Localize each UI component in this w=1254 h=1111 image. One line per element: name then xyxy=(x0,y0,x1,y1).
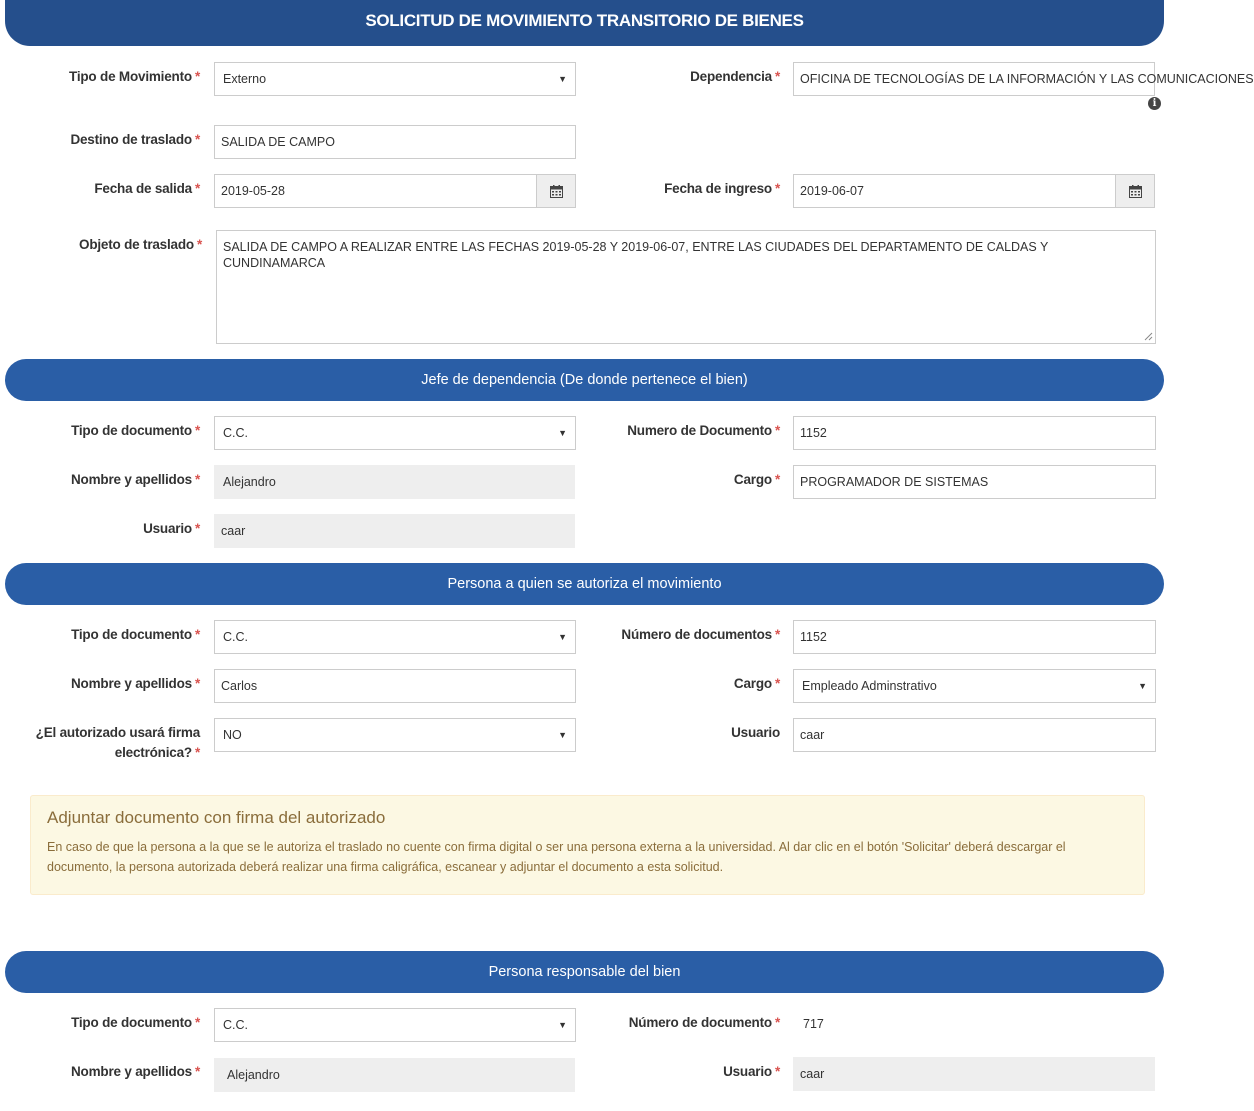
autorizado-firma-select[interactable]: NO ▼ xyxy=(214,718,576,752)
fecha-ingreso-calendar-button[interactable] xyxy=(1115,174,1155,208)
jefe-usuario-field: caar xyxy=(214,514,575,548)
section-persona-responsable: Persona responsable del bien xyxy=(5,951,1164,993)
responsable-nombre-label: Nombre y apellidos * xyxy=(71,1064,200,1079)
chevron-down-icon: ▼ xyxy=(558,632,567,642)
alert-text: En caso de que la persona a la que se le autoriza el traslado no cuente con firma digital o ser una persona externa a la universidad. Al dar clic en el botón 'Solicitar' deberá descargar el documento, la persona autorizada deberá realizar una firma caligráfica, escanear y adjuntar el documento a esta solicitud. xyxy=(47,840,1066,874)
responsable-numero-documento-field: 717 xyxy=(793,1007,1156,1041)
calendar-icon xyxy=(550,185,563,198)
page-title: SOLICITUD DE MOVIMIENTO TRANSITORIO DE BIENES xyxy=(365,11,804,30)
fecha-ingreso-label: Fecha de ingreso * xyxy=(664,181,780,196)
calendar-icon xyxy=(1129,185,1142,198)
section-jefe-dependencia: Jefe de dependencia (De donde pertenece el bien) xyxy=(5,359,1164,401)
alert-title: Adjuntar documento con firma del autorizado xyxy=(47,808,386,827)
page-title-banner xyxy=(5,0,1164,46)
jefe-numero-documento-input[interactable]: 1152 xyxy=(793,416,1156,450)
destino-traslado-input[interactable]: SALIDA DE CAMPO xyxy=(214,125,576,159)
objeto-traslado-label: Objeto de traslado * xyxy=(79,237,202,252)
jefe-nombre-label: Nombre y apellidos * xyxy=(71,472,200,487)
chevron-down-icon: ▼ xyxy=(558,74,567,84)
jefe-nombre-field: Alejandro xyxy=(214,465,575,499)
objeto-traslado-textarea[interactable]: SALIDA DE CAMPO A REALIZAR ENTRE LAS FECHAS 2019-05-28 Y 2019-06-07, ENTRE LAS CIUDADES DEL DEPARTAMENTO DE CALDAS Y CUNDINAMARCA xyxy=(216,230,1156,344)
responsable-nombre-field: Alejandro xyxy=(214,1058,575,1092)
dependencia-label: Dependencia * xyxy=(690,69,780,84)
resize-handle-icon[interactable] xyxy=(1144,332,1153,341)
fecha-salida-input[interactable]: 2019-05-28 xyxy=(214,174,538,208)
responsable-usuario-field: caar xyxy=(793,1057,1155,1091)
autorizado-cargo-label: Cargo * xyxy=(733,676,780,691)
fecha-salida-label: Fecha de salida * xyxy=(94,181,200,196)
dependencia-field[interactable]: OFICINA DE TECNOLOGÍAS DE LA INFORMACIÓN Y LAS COMUNICACIONES xyxy=(793,62,1155,96)
autorizado-tipo-documento-label: Tipo de documento * xyxy=(71,627,200,642)
chevron-down-icon: ▼ xyxy=(1138,681,1147,691)
autorizado-usuario-label: Usuario xyxy=(731,725,780,740)
jefe-usuario-label: Usuario * xyxy=(143,521,200,536)
autorizado-tipo-documento-select[interactable]: C.C. ▼ xyxy=(214,620,576,654)
firma-alert xyxy=(30,795,1145,895)
jefe-cargo-label: Cargo * xyxy=(733,472,780,487)
jefe-cargo-input[interactable]: PROGRAMADOR DE SISTEMAS xyxy=(793,465,1156,499)
fecha-salida-calendar-button[interactable] xyxy=(536,174,576,208)
autorizado-nombre-input[interactable]: Carlos xyxy=(214,669,576,703)
section-persona-autorizada: Persona a quien se autoriza el movimiento xyxy=(5,563,1164,605)
responsable-usuario-label: Usuario * xyxy=(723,1064,780,1079)
autorizado-numero-documento-input[interactable]: 1152 xyxy=(793,620,1156,654)
autorizado-firma-label: ¿El autorizado usará firma electrónica? * xyxy=(35,725,200,760)
tipo-movimiento-select[interactable]: Externo ▼ xyxy=(214,62,576,96)
fecha-ingreso-input[interactable]: 2019-06-07 xyxy=(793,174,1117,208)
responsable-numero-documento-label: Número de documento * xyxy=(628,1015,780,1030)
autorizado-usuario-input[interactable]: caar xyxy=(793,718,1156,752)
tipo-movimiento-label: Tipo de Movimiento * xyxy=(69,69,200,84)
autorizado-numero-documento-label: Número de documentos * xyxy=(621,627,780,642)
chevron-down-icon: ▼ xyxy=(558,730,567,740)
responsable-tipo-documento-select[interactable]: C.C. ▼ xyxy=(214,1008,576,1042)
autorizado-nombre-label: Nombre y apellidos * xyxy=(71,676,200,691)
jefe-numero-documento-label: Numero de Documento * xyxy=(627,423,780,438)
destino-traslado-label: Destino de traslado * xyxy=(70,132,200,147)
jefe-tipo-documento-label: Tipo de documento * xyxy=(71,423,200,438)
info-icon[interactable]: i xyxy=(1148,97,1161,110)
autorizado-cargo-select[interactable]: Empleado Adminstrativo ▼ xyxy=(793,669,1156,703)
chevron-down-icon: ▼ xyxy=(558,1020,567,1030)
responsable-tipo-documento-label: Tipo de documento * xyxy=(71,1015,200,1030)
chevron-down-icon: ▼ xyxy=(558,428,567,438)
jefe-tipo-documento-select[interactable]: C.C. ▼ xyxy=(214,416,576,450)
